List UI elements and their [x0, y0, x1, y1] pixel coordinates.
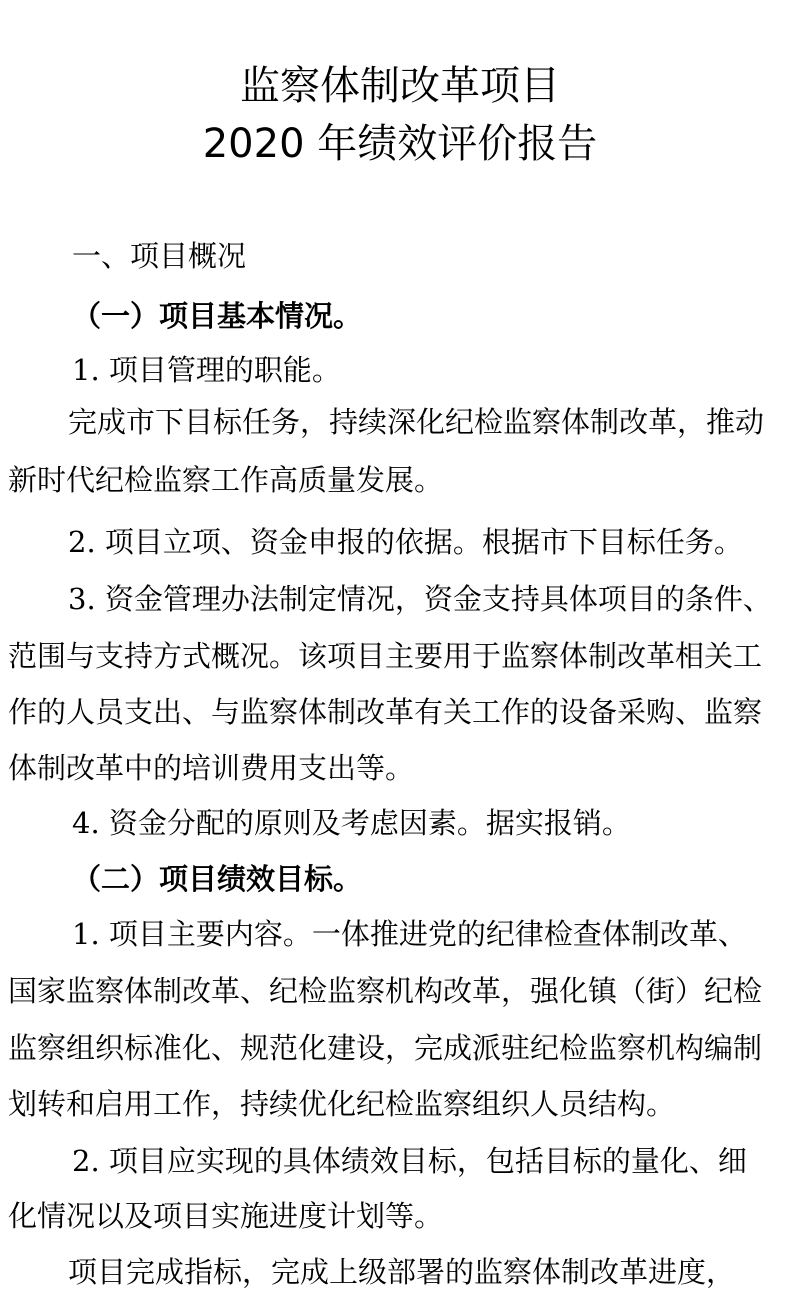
paragraph-line: 项目完成指标，完成上级部署的监察体制改革进度， [68, 1255, 736, 1289]
paragraph-line: 监察组织标准化、规范化建设，完成派驻纪检监察机构编制 [8, 1031, 763, 1065]
paragraph-line: 国家监察体制改革、纪检监察机构改革，强化镇（街）纪检 [8, 974, 763, 1008]
paragraph-line: 范围与支持方式概况。该项目主要用于监察体制改革相关工 [8, 639, 763, 673]
paragraph-line: 3. 资金管理办法制定情况，资金支持具体项目的条件、 [68, 582, 772, 616]
paragraph-line: 1. 项目主要内容。一体推进党的纪律检查体制改革、 [72, 917, 747, 951]
subsection-heading-basic-info: （一）项目基本情况。 [72, 299, 363, 333]
paragraph-line: 4. 资金分配的原则及考虑因素。据实报销。 [72, 806, 631, 840]
section-heading-project-overview: 一、项目概况 [72, 239, 247, 273]
paragraph-line: 2. 项目应实现的具体绩效目标，包括目标的量化、细 [72, 1144, 747, 1178]
paragraph-line: 1. 项目管理的职能。 [72, 353, 341, 387]
subsection-heading-performance-goals: （二）项目绩效目标。 [72, 862, 363, 896]
paragraph-line: 完成市下目标任务，持续深化纪检监察体制改革，推动 [68, 405, 765, 439]
paragraph-line: 化情况以及项目实施进度计划等。 [8, 1199, 444, 1233]
paragraph-line: 作的人员支出、与监察体制改革有关工作的设备采购、监察 [8, 695, 763, 729]
paragraph-line: 体制改革中的培训费用支出等。 [8, 751, 415, 785]
paragraph-line: 新时代纪检监察工作高质量发展。 [8, 463, 444, 497]
document-title-line-1: 监察体制改革项目 [240, 63, 560, 109]
document-title-line-2: 2020 年绩效评价报告 [202, 121, 598, 167]
paragraph-line: 划转和启用工作，持续优化纪检监察组织人员结构。 [8, 1087, 676, 1121]
paragraph-line: 2. 项目立项、资金申报的依据。根据市下目标任务。 [68, 525, 743, 559]
